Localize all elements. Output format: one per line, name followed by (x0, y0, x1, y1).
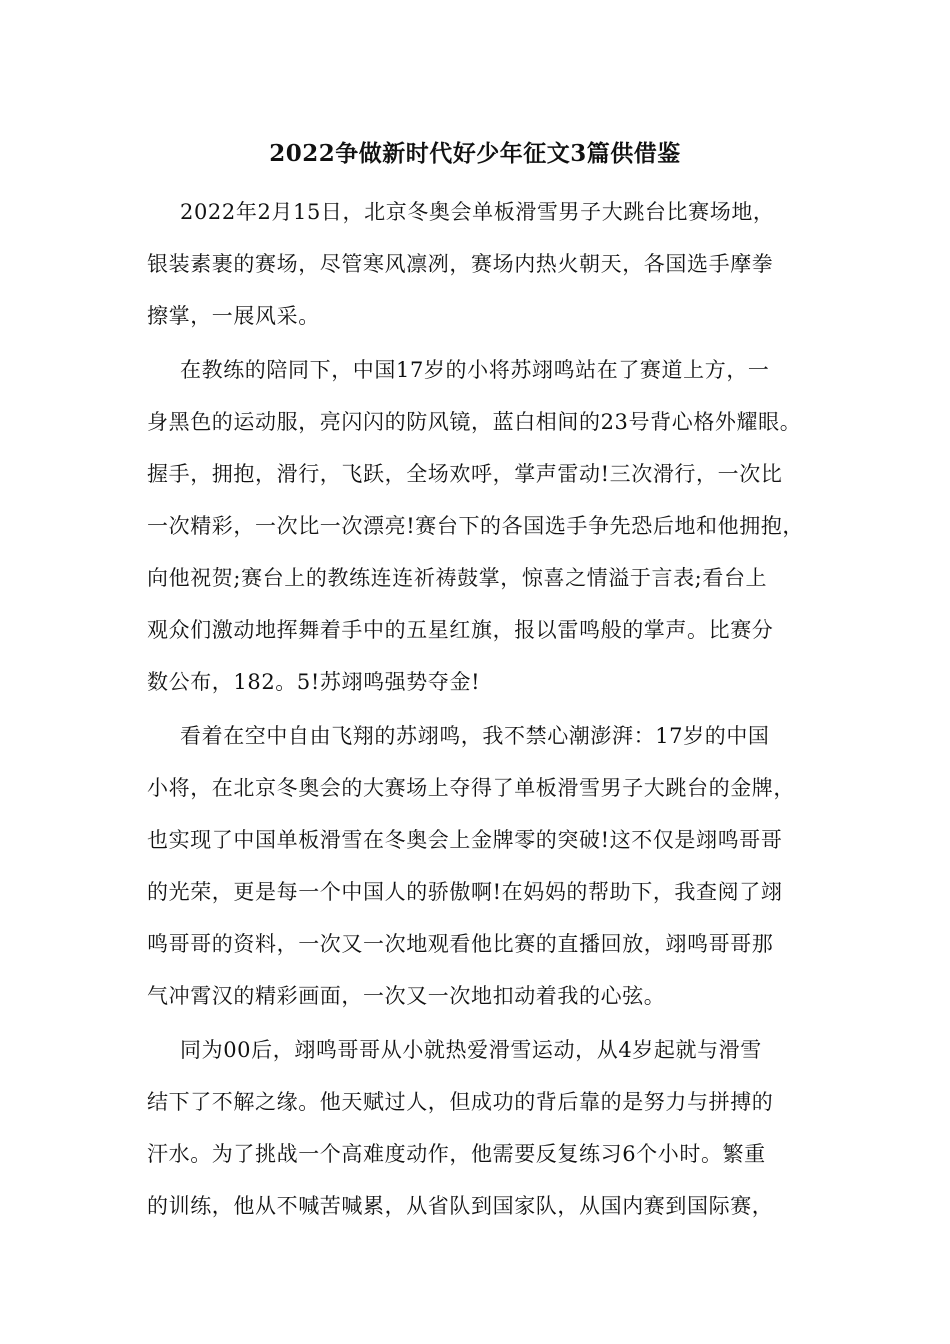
paragraph-line: 2022年2月15日，北京冬奥会单板滑雪男子大跳台比赛场地， (180, 200, 775, 224)
paragraph-1 (147, 186, 827, 342)
paragraph-line: 银装素裹的赛场，尽管寒风凛冽，赛场内热火朝天，各国选手摩拳 (147, 252, 774, 276)
paragraph-3 (147, 710, 827, 1022)
paragraph-line: 的训练，他从不喊苦喊累，从省队到国家队，从国内赛到国际赛， (147, 1194, 774, 1218)
document-title: 2022争做新时代好少年征文3篇供借鉴 (269, 140, 681, 167)
paragraph-line: 小将，在北京冬奥会的大赛场上夺得了单板滑雪男子大跳台的金牌， (147, 776, 795, 800)
paragraph-2 (147, 344, 827, 708)
paragraph-line: 向他祝贺;赛台上的教练连连祈祷鼓掌，惊喜之情溢于言表;看台上 (147, 566, 768, 590)
paragraph-line: 看着在空中自由飞翔的苏翊鸣，我不禁心潮澎湃：17岁的中国 (180, 724, 770, 748)
paragraph-line: 结下了不解之缘。他天赋过人，但成功的背后靠的是努力与拼搏的 (147, 1090, 774, 1114)
paragraph-line: 也实现了中国单板滑雪在冬奥会上金牌零的突破!这不仅是翊鸣哥哥 (147, 828, 783, 852)
paragraph-line: 在教练的陪同下，中国17岁的小将苏翊鸣站在了赛道上方，一 (180, 358, 770, 382)
paragraph-line: 数公布，182。5!苏翊鸣强势夺金! (147, 670, 481, 694)
paragraph-line: 的光荣，更是每一个中国人的骄傲啊!在妈妈的帮助下，我查阅了翊 (147, 880, 783, 904)
paragraph-line: 身黑色的运动服，亮闪闪的防风镜，蓝白相间的23号背心格外耀眼。 (147, 410, 802, 434)
paragraph-line: 汗水。为了挑战一个高难度动作，他需要反复练习6个小时。繁重 (147, 1142, 766, 1166)
paragraph-line: 鸣哥哥的资料，一次又一次地观看他比赛的直播回放，翊鸣哥哥那 (147, 932, 774, 956)
paragraph-line: 观众们激动地挥舞着手中的五星红旗，报以雷鸣般的掌声。比赛分 (147, 618, 774, 642)
paragraph-line: 同为00后，翊鸣哥哥从小就热爱滑雪运动，从4岁起就与滑雪 (180, 1038, 762, 1062)
paragraph-line: 气冲霄汉的精彩画面，一次又一次地扣动着我的心弦。 (147, 984, 666, 1008)
paragraph-4 (147, 1024, 827, 1232)
paragraph-line: 擦掌，一展风采。 (147, 304, 320, 328)
paragraph-line: 握手，拥抱，滑行，飞跃，全场欢呼，掌声雷动!三次滑行，一次比 (147, 462, 783, 486)
paragraph-line: 一次精彩，一次比一次漂亮!赛台下的各国选手争先恐后地和他拥抱， (147, 514, 805, 538)
